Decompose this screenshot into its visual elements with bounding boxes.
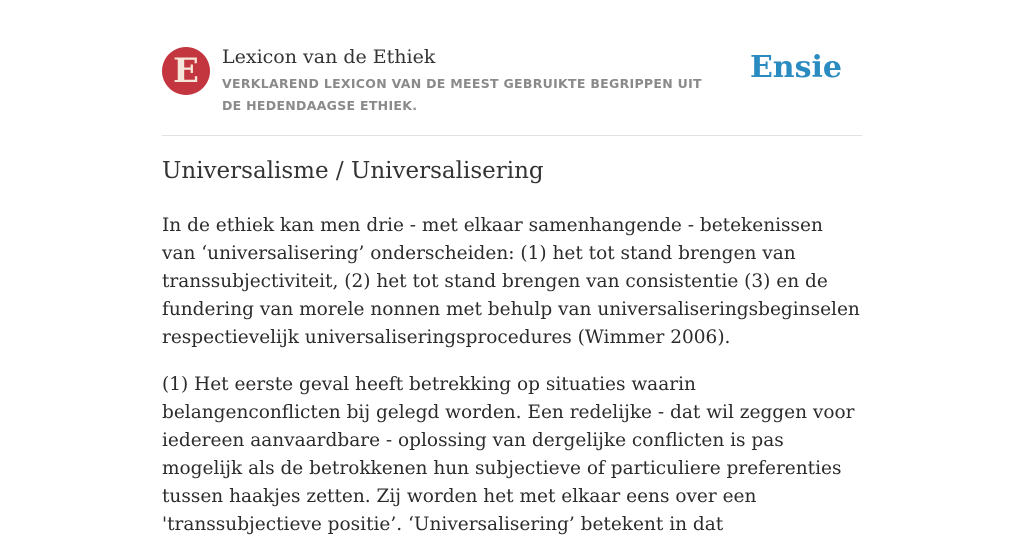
- site-header: [162, 44, 862, 124]
- header-divider: [162, 135, 862, 136]
- ensie-brand-link[interactable]: Ensie: [749, 50, 842, 85]
- lexicon-subtitle: VERKLAREND LEXICON VAN DE MEEST GEBRUIKTE BEGRIPPEN UIT DE HEDENDAAGSE ETHIEK.: [222, 76, 702, 113]
- lexicon-title[interactable]: Lexicon van de Ethiek: [222, 46, 436, 68]
- lexicon-logo-icon[interactable]: E: [162, 47, 210, 95]
- article-paragraph: (1) Het eerste geval heeft betrekking op situaties waarin belangenconflicten bij gelegd worden. Een redelijke - dat wil zeggen voor iedereen aanvaardbare - oplossing van dergelijke conflicten is pas mogelijk als de betrokkenen hun subjectieve of particuliere preferenties tussen haakjes zetten. Zij worden het met elkaar eens over een 'transsubjectieve positie’. ‘Universalisering’ betekent in dat: [162, 374, 855, 535]
- article-paragraph: In de ethiek kan men drie - met elkaar samenhangende - betekenissen van ‘universalisering’ onderscheiden: (1) het tot stand brengen van transsubjectiviteit, (2) het tot stand brengen van consistentie (3) en de fundering van morele nonnen met behulp van universaliseringsbeginselen respectievelijk universaliseringsprocedures (Wimmer 2006).: [162, 215, 860, 348]
- page-title: Universalisme / Universalisering: [162, 158, 544, 184]
- article-body: [162, 212, 862, 558]
